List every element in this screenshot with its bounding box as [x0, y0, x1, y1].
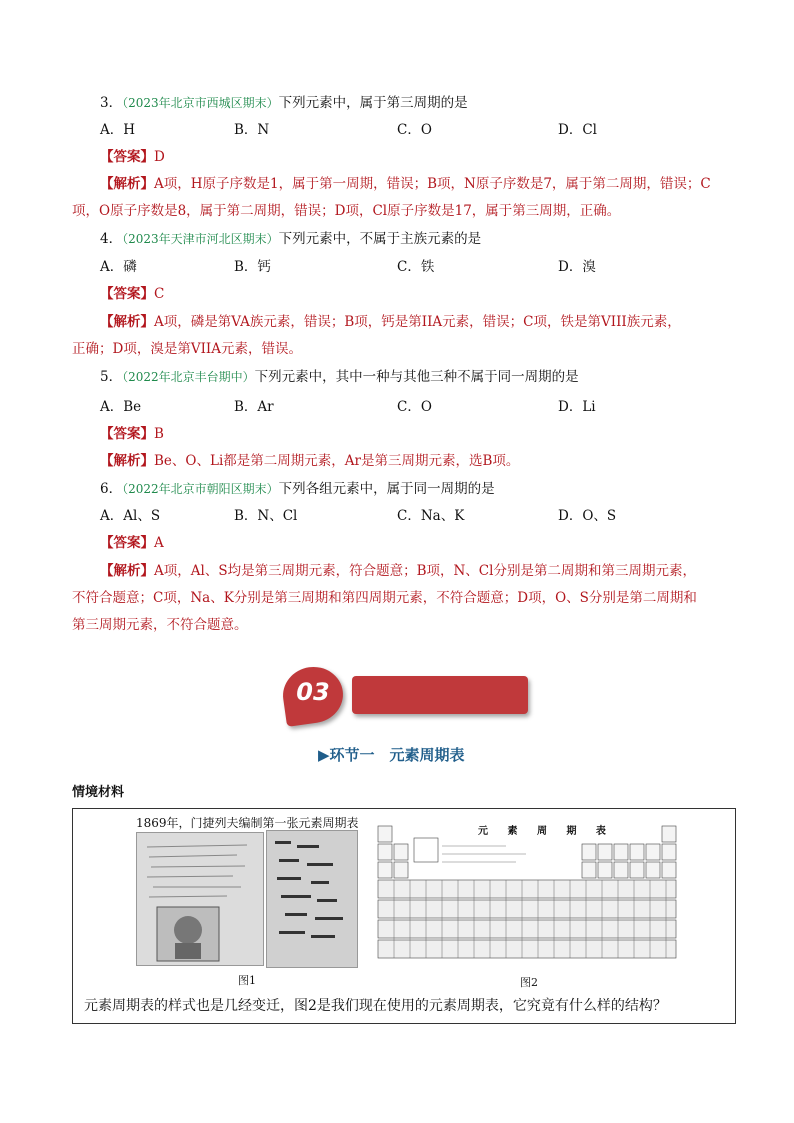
- question-source: （2023年天津市河北区期末）: [122, 232, 279, 246]
- question-number: 5．: [100, 369, 123, 385]
- question-number: 3．: [100, 95, 123, 111]
- question-6: [100, 478, 495, 500]
- section-subtitle: ▶环节一 元素周期表: [318, 746, 465, 764]
- answer-value: A: [154, 535, 164, 551]
- analysis-label: 【解析】: [100, 563, 154, 579]
- table-sketch-lines: [267, 831, 357, 967]
- option-b: B．N、Cl: [234, 508, 298, 524]
- figure-1-title: 1869年，门捷列夫编制第一张元素周期表: [136, 816, 359, 830]
- figure-2-caption: 图2: [520, 976, 538, 989]
- analysis-6-line-3: 第三周期元素，不符合题意。: [72, 617, 248, 633]
- option-c: C．铁: [397, 259, 435, 275]
- manuscript-lines: [137, 833, 263, 965]
- answer-label: 【答案】: [100, 426, 154, 442]
- material-heading: 情境材料: [72, 785, 125, 800]
- section-banner: [352, 676, 528, 714]
- option-a: A．磷: [100, 259, 137, 275]
- answer-5: [100, 423, 164, 445]
- option-a: A．Be: [100, 399, 142, 415]
- option-b: B．Ar: [234, 399, 274, 415]
- analysis-text: A项，磷是第VA族元素，错误；B项，钙是第IIA元素，错误；C项，铁是第VIII族元素，: [154, 314, 681, 330]
- analysis-text: A项，H原子序数是1，属于第一周期，错误；B项，N原子序数是7，属于第二周期，错误；C: [154, 176, 711, 192]
- figure-2-title: 元 素 周 期 表: [478, 826, 614, 837]
- analysis-label: 【解析】: [100, 314, 154, 330]
- figure-1-manuscript: [136, 832, 264, 966]
- option-c: C．O: [397, 399, 432, 415]
- option-b: B．N: [234, 122, 270, 138]
- answer-label: 【答案】: [100, 286, 154, 302]
- answer-value: C: [154, 286, 165, 302]
- material-body-text: 元素周期表的样式也是几经变迁，图2是我们现在使用的元素周期表，它究竟有什么样的结构？: [84, 998, 667, 1014]
- figure-2-periodic-table: [376, 818, 680, 968]
- option-c: C．Na、K: [397, 508, 465, 524]
- answer-6: [100, 532, 164, 554]
- question-stem: 下列元素中，不属于主族元素的是: [278, 231, 482, 247]
- analysis-4-line-2: 正确；D项，溴是第VIIA元素，错误。: [72, 341, 302, 357]
- answer-label: 【答案】: [100, 535, 154, 551]
- section-number: 03: [296, 678, 330, 706]
- answer-label: 【答案】: [100, 149, 154, 165]
- question-number: 6．: [100, 481, 123, 497]
- option-b: B．钙: [234, 259, 271, 275]
- analysis-6-line-1: [100, 560, 696, 582]
- question-source: （2022年北京市朝阳区期末）: [122, 482, 279, 496]
- answer-value: D: [154, 149, 165, 165]
- analysis-5-line-1: [100, 450, 519, 472]
- figure-1-table-sketch: [266, 830, 358, 968]
- question-stem: 下列元素中，属于第三周期的是: [278, 95, 468, 111]
- option-c: C．O: [397, 122, 432, 138]
- periodic-table-grid: [376, 818, 680, 968]
- option-d: D．Cl: [558, 122, 597, 138]
- question-number: 4．: [100, 231, 123, 247]
- option-d: D．Li: [558, 399, 596, 415]
- figure-1-caption: 图1: [238, 974, 256, 987]
- option-a: A．H: [100, 122, 136, 138]
- analysis-3-line-1: [100, 173, 711, 195]
- question-source: （2023年北京市西城区期末）: [122, 96, 279, 110]
- analysis-label: 【解析】: [100, 176, 154, 192]
- analysis-text: Be、O、Li都是第二周期元素，Ar是第三周期元素，选B项。: [154, 453, 520, 469]
- question-3: [100, 92, 468, 114]
- analysis-4-line-1: [100, 311, 681, 333]
- answer-4: [100, 283, 164, 305]
- option-d: D．溴: [558, 259, 596, 275]
- option-d: D．O、S: [558, 508, 617, 524]
- option-a: A．Al、S: [100, 508, 161, 524]
- answer-3: [100, 146, 165, 168]
- question-stem: 下列元素中，其中一种与其他三种不属于同一周期的是: [254, 369, 579, 385]
- analysis-text: A项，Al、S均是第三周期元素，符合题意；B项，N、Cl分别是第二周期和第三周期元素，: [154, 563, 696, 579]
- analysis-3-line-2: 项，O原子序数是8，属于第二周期，错误；D项，Cl原子序数是17，属于第三周期，正确。: [72, 203, 621, 219]
- question-stem: 下列各组元素中，属于同一周期的是: [278, 481, 495, 497]
- question-source: （2022年北京丰台期中）: [122, 370, 255, 384]
- question-4: [100, 228, 481, 250]
- answer-value: B: [154, 426, 164, 442]
- analysis-6-line-2: 不符合题意；C项，Na、K分别是第三周期和第四周期元素，不符合题意；D项，O、S分别是第二周期和: [72, 590, 697, 606]
- analysis-label: 【解析】: [100, 453, 154, 469]
- question-5: [100, 366, 579, 388]
